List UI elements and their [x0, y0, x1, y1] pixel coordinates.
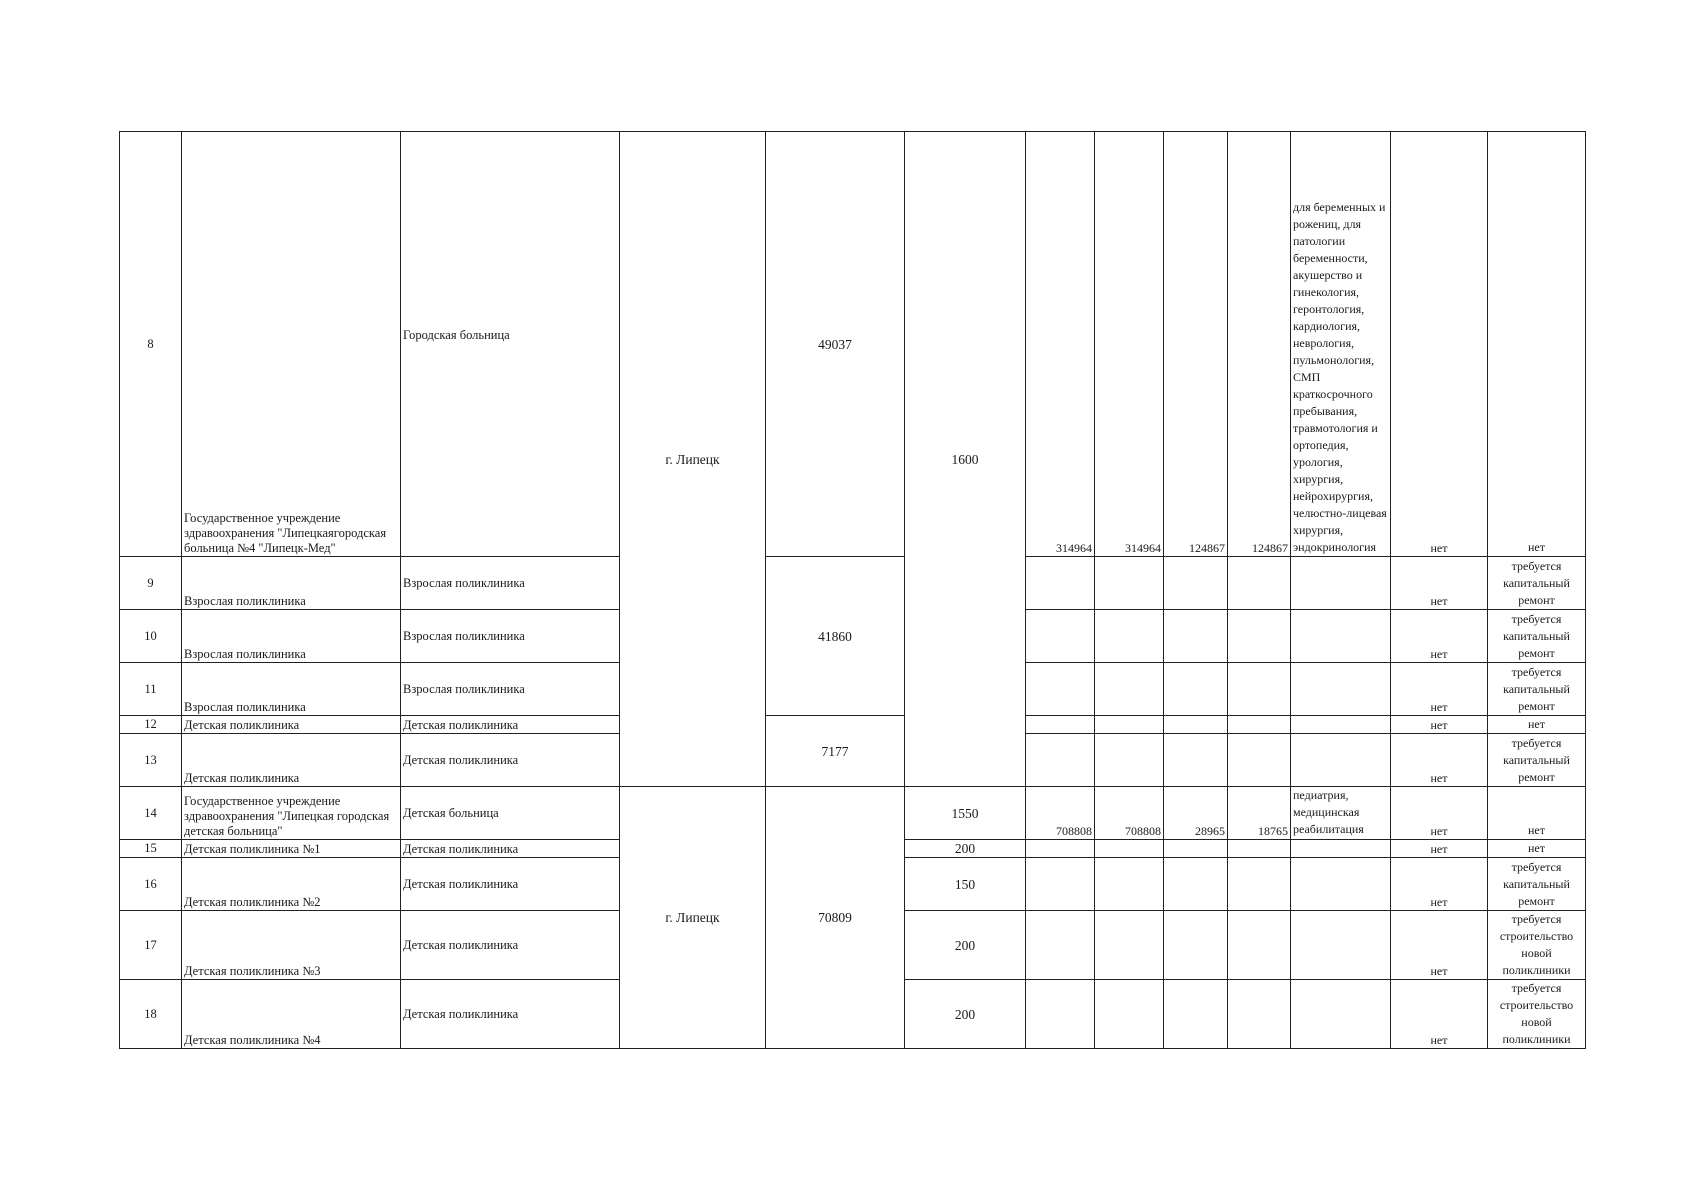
- value-1: 314964: [1026, 132, 1095, 557]
- medical-facilities-table: [119, 131, 1586, 1049]
- repair-need: требуется капитальный ремонт: [1488, 610, 1586, 663]
- population: 7177: [766, 716, 905, 787]
- value-2: [1095, 980, 1164, 1049]
- capacity: 1550: [905, 787, 1026, 840]
- repair-need: требуется строительство новой поликлиники: [1488, 980, 1586, 1049]
- flag-value: нет: [1391, 557, 1488, 610]
- facility-type: Детская больница: [401, 787, 620, 840]
- repair-need: требуется капитальный ремонт: [1488, 663, 1586, 716]
- value-2: [1095, 610, 1164, 663]
- table-row: [120, 787, 1586, 840]
- value-3: [1164, 610, 1228, 663]
- repair-need: требуется капитальный ремонт: [1488, 734, 1586, 787]
- value-2: [1095, 663, 1164, 716]
- bed-profile: для беременных и рожениц, для патологии беременности, акушерство и гинекология, геронтология, кардиология, неврология, пульмонология, СМП краткосрочного пребывания, травмотология и ортопедия, урология, хирургия, нейрохирургия, челюстно-лицевая хирургия, эндокринология: [1291, 132, 1391, 557]
- value-1: [1026, 610, 1095, 663]
- bed-profile: [1291, 734, 1391, 787]
- capacity: 200: [905, 911, 1026, 980]
- population: 49037: [766, 132, 905, 557]
- organization-name: Детская поликлиника №3: [182, 911, 401, 980]
- value-2: [1095, 716, 1164, 734]
- capacity: 150: [905, 858, 1026, 911]
- bed-profile: [1291, 980, 1391, 1049]
- organization-name: Государственное учреждение здравоохранения "Липецкаягородская больница №4 "Липецк-Мед": [182, 132, 401, 557]
- organization-name: Детская поликлиника: [182, 716, 401, 734]
- value-2: 708808: [1095, 787, 1164, 840]
- bed-profile: [1291, 663, 1391, 716]
- value-4: [1228, 716, 1291, 734]
- value-1: [1026, 911, 1095, 980]
- facility-type: Детская поликлиника: [401, 858, 620, 911]
- flag-value: нет: [1391, 734, 1488, 787]
- flag-value: нет: [1391, 787, 1488, 840]
- value-2: [1095, 858, 1164, 911]
- flag-value: нет: [1391, 840, 1488, 858]
- value-4: [1228, 858, 1291, 911]
- value-3: [1164, 911, 1228, 980]
- value-1: [1026, 734, 1095, 787]
- value-2: [1095, 911, 1164, 980]
- facility-type: Детская поликлиника: [401, 911, 620, 980]
- value-3: [1164, 858, 1228, 911]
- flag-value: нет: [1391, 132, 1488, 557]
- value-1: [1026, 716, 1095, 734]
- value-1: [1026, 840, 1095, 858]
- facility-type: Детская поликлиника: [401, 734, 620, 787]
- repair-need: нет: [1488, 132, 1586, 557]
- row-number: 10: [120, 610, 182, 663]
- value-4: [1228, 980, 1291, 1049]
- value-3: [1164, 840, 1228, 858]
- value-4: [1228, 663, 1291, 716]
- repair-need: требуется капитальный ремонт: [1488, 557, 1586, 610]
- bed-profile: [1291, 858, 1391, 911]
- capacity: 200: [905, 840, 1026, 858]
- value-3: [1164, 557, 1228, 610]
- repair-need: нет: [1488, 840, 1586, 858]
- bed-profile: педиатрия, медицинская реабилитация: [1291, 787, 1391, 840]
- bed-profile: [1291, 716, 1391, 734]
- row-number: 13: [120, 734, 182, 787]
- city: г. Липецк: [620, 132, 766, 787]
- row-number: 9: [120, 557, 182, 610]
- bed-profile: [1291, 557, 1391, 610]
- row-number: 17: [120, 911, 182, 980]
- table-row: [120, 132, 1586, 557]
- value-1: [1026, 858, 1095, 911]
- repair-need: требуется капитальный ремонт: [1488, 858, 1586, 911]
- organization-name: Детская поликлиника №4: [182, 980, 401, 1049]
- value-4: [1228, 557, 1291, 610]
- organization-name: Взрослая поликлиника: [182, 557, 401, 610]
- organization-name: Взрослая поликлиника: [182, 663, 401, 716]
- row-number: 16: [120, 858, 182, 911]
- bed-profile: [1291, 840, 1391, 858]
- capacity: 200: [905, 980, 1026, 1049]
- value-1: [1026, 557, 1095, 610]
- facility-type: Взрослая поликлиника: [401, 610, 620, 663]
- flag-value: нет: [1391, 980, 1488, 1049]
- flag-value: нет: [1391, 716, 1488, 734]
- row-number: 8: [120, 132, 182, 557]
- flag-value: нет: [1391, 663, 1488, 716]
- table-row: [120, 716, 1586, 734]
- facility-type: Взрослая поликлиника: [401, 663, 620, 716]
- bed-profile: [1291, 911, 1391, 980]
- row-number: 15: [120, 840, 182, 858]
- facility-type: Детская поликлиника: [401, 840, 620, 858]
- row-number: 14: [120, 787, 182, 840]
- repair-need: нет: [1488, 716, 1586, 734]
- facility-type: Городская больница: [401, 132, 620, 557]
- organization-name: Детская поликлиника №2: [182, 858, 401, 911]
- row-number: 11: [120, 663, 182, 716]
- value-1: 708808: [1026, 787, 1095, 840]
- bed-profile: [1291, 610, 1391, 663]
- value-4: [1228, 734, 1291, 787]
- organization-name: Государственное учреждение здравоохранения "Липецкая городская детская больница": [182, 787, 401, 840]
- facility-type: Детская поликлиника: [401, 980, 620, 1049]
- value-2: [1095, 840, 1164, 858]
- value-4: 18765: [1228, 787, 1291, 840]
- value-3: [1164, 734, 1228, 787]
- value-1: [1026, 663, 1095, 716]
- value-3: [1164, 716, 1228, 734]
- flag-value: нет: [1391, 911, 1488, 980]
- facility-type: Взрослая поликлиника: [401, 557, 620, 610]
- flag-value: нет: [1391, 858, 1488, 911]
- value-2: 314964: [1095, 132, 1164, 557]
- row-number: 18: [120, 980, 182, 1049]
- repair-need: нет: [1488, 787, 1586, 840]
- table-row: [120, 557, 1586, 610]
- value-4: [1228, 911, 1291, 980]
- value-3: 124867: [1164, 132, 1228, 557]
- population: 70809: [766, 787, 905, 1049]
- value-3: [1164, 980, 1228, 1049]
- value-4: [1228, 840, 1291, 858]
- capacity: 1600: [905, 132, 1026, 787]
- repair-need: требуется строительство новой поликлиники: [1488, 911, 1586, 980]
- flag-value: нет: [1391, 610, 1488, 663]
- organization-name: Детская поликлиника: [182, 734, 401, 787]
- value-2: [1095, 557, 1164, 610]
- value-3: 28965: [1164, 787, 1228, 840]
- population: 41860: [766, 557, 905, 716]
- value-1: [1026, 980, 1095, 1049]
- value-4: 124867: [1228, 132, 1291, 557]
- city: г. Липецк: [620, 787, 766, 1049]
- row-number: 12: [120, 716, 182, 734]
- value-4: [1228, 610, 1291, 663]
- facility-type: Детская поликлиника: [401, 716, 620, 734]
- value-3: [1164, 663, 1228, 716]
- value-2: [1095, 734, 1164, 787]
- organization-name: Взрослая поликлиника: [182, 610, 401, 663]
- organization-name: Детская поликлиника №1: [182, 840, 401, 858]
